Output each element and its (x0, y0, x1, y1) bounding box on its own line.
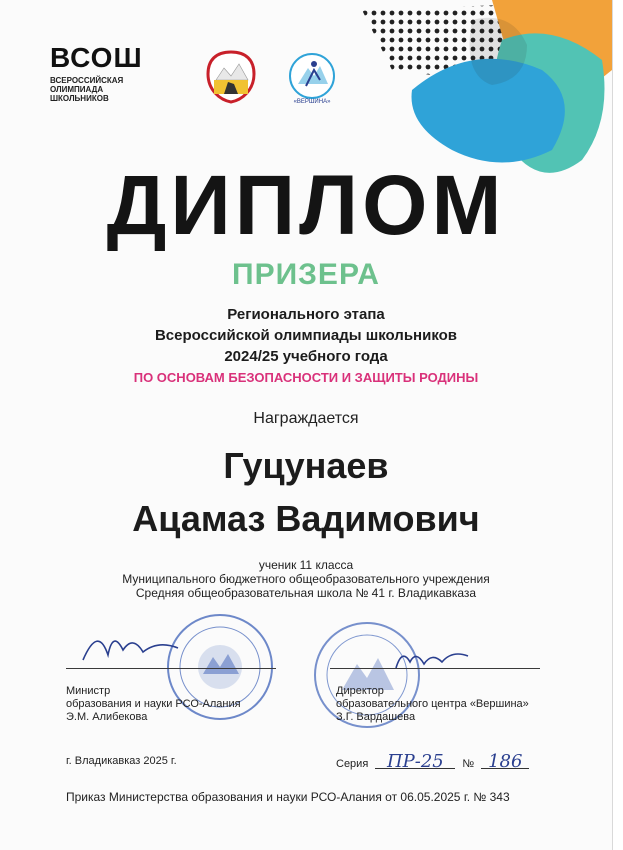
olympiad-subject: ПО ОСНОВАМ БЕЗОПАСНОСТИ И ЗАЩИТЫ РОДИНЫ (133, 370, 479, 385)
vershina-logo-icon (284, 50, 340, 106)
right-signature-icon (392, 642, 472, 678)
left-signature-line (66, 668, 276, 669)
left-signatory: Министр образования и науки РСО-Алания Э.М. Алибекова (66, 685, 241, 723)
diploma-title: ДИПЛОМ (106, 158, 506, 252)
number-label: № (462, 758, 475, 770)
recipient-surname: Гуцунаев (223, 445, 389, 486)
right-signature-line (330, 668, 540, 669)
olympiad-stage: Регионального этапа Всероссийской олимпиады школьников 2024/25 учебного года (154, 306, 458, 365)
right-signatory: Директор образовательного центра «Вершина» З.Г. Вардашева (336, 685, 529, 723)
awarded-label: Награждается (253, 410, 359, 427)
left-signature-icon (78, 620, 188, 670)
number-value: 186 (481, 755, 529, 769)
vsosh-brand: ВСОШ (50, 42, 143, 73)
recipient-name: Ацамаз Вадимович (132, 498, 480, 539)
vershina-logo-text: «ВЕРШИНА» (293, 99, 331, 105)
place-date: г. Владикавказ 2025 г. (66, 755, 177, 767)
series-label: Серия (336, 758, 369, 770)
series-block (336, 751, 536, 772)
diploma-subtitle: ПРИЗЕРА (232, 258, 380, 291)
vsosh-subtitle: ВСЕРОССИЙСКАЯ ОЛИМПИАДА ШКОЛЬНИКОВ (50, 76, 124, 103)
coat-of-arms-icon (206, 50, 256, 104)
recipient-school: ученик 11 класса Муниципального бюджетного общеобразовательного учреждения Средняя общеобразовательная школа № 41 г. Владикавказа (122, 558, 490, 600)
order-text: Приказ Министерства образования и науки РСО-Алания от 06.05.2025 г. № 343 (66, 790, 510, 804)
vsosh-logo (50, 44, 143, 103)
series-value: ПР-25 (375, 755, 455, 769)
